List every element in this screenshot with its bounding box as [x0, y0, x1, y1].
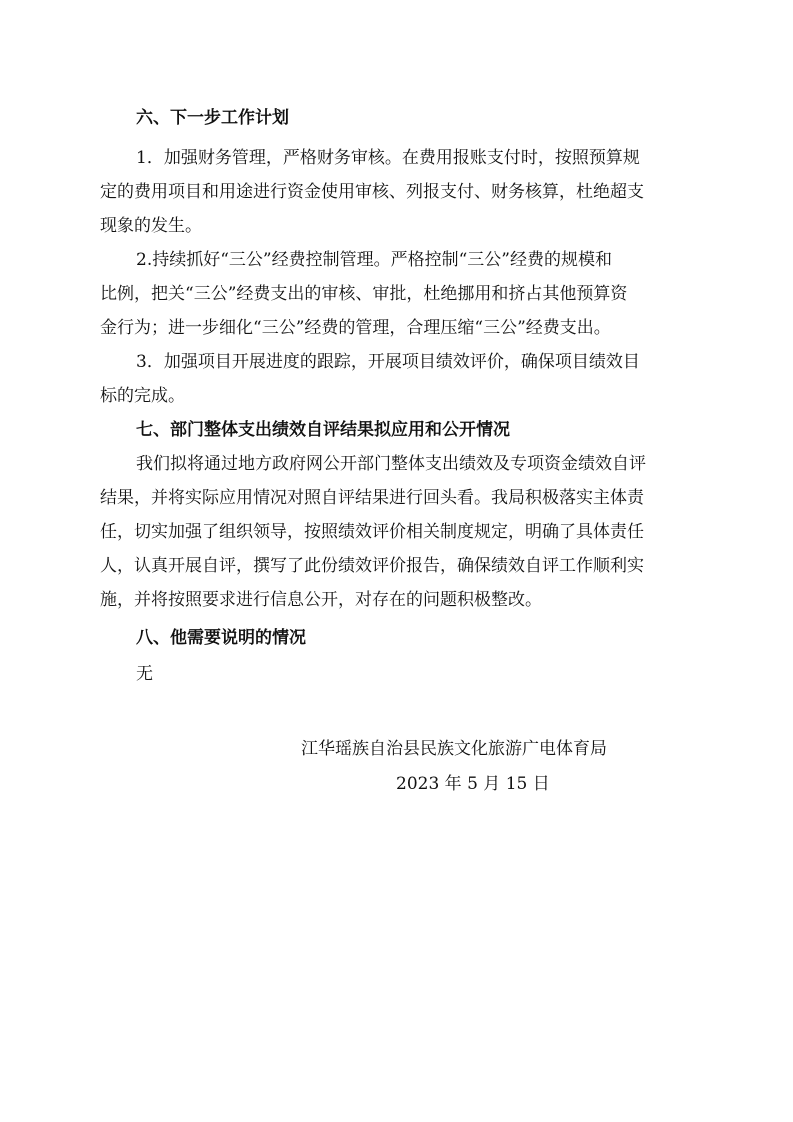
paragraph-line: 比例，把关“三公”经费支出的审核、审批，杜绝挪用和挤占其他预算资 — [100, 284, 628, 304]
paragraph-line: 1．加强财务管理，严格财务审核。在费用报账支付时，按照预算规 — [136, 148, 640, 168]
paragraph-line: 任，切实加强了组织领导，按照绩效评价相关制度规定，明确了具体责任 — [100, 522, 644, 542]
paragraph-line: 定的费用项目和用途进行资金使用审核、列报支付、财务核算，杜绝超支 — [100, 182, 644, 202]
section-heading: 八、他需要说明的情况 — [136, 628, 306, 648]
section-heading: 七、部门整体支出绩效自评结果拟应用和公开情况 — [136, 420, 510, 440]
paragraph-line: 2.持续抓好“三公”经费控制管理。严格控制“三公”经费的规模和 — [136, 250, 612, 270]
paragraph-line: 施，并将按照要求进行信息公开，对存在的问题积极整改。 — [100, 590, 542, 610]
paragraph-line: 结果，并将实际应用情况对照自评结果进行回头看。我局积极落实主体责 — [100, 488, 644, 508]
paragraph-line: 标的完成。 — [100, 386, 185, 406]
signature-date: 2023 年 5 月 15 日 — [396, 774, 550, 794]
paragraph-line: 我们拟将通过地方政府网公开部门整体支出绩效及专项资金绩效自评 — [136, 454, 646, 474]
paragraph-line: 3．加强项目开展进度的跟踪，开展项目绩效评价，确保项目绩效目 — [136, 352, 640, 372]
paragraph-line: 无 — [136, 664, 153, 684]
paragraph-line: 人，认真开展自评，撰写了此份绩效评价报告，确保绩效自评工作顺利实 — [100, 556, 644, 576]
paragraph-line: 现象的发生。 — [100, 216, 202, 236]
signature-organization: 江华瑶族自治县民族文化旅游广电体育局 — [301, 739, 607, 759]
paragraph-line: 金行为；进一步细化“三公”经费的管理，合理压缩“三公”经费支出。 — [100, 318, 611, 338]
section-heading: 六、下一步工作计划 — [136, 108, 289, 128]
